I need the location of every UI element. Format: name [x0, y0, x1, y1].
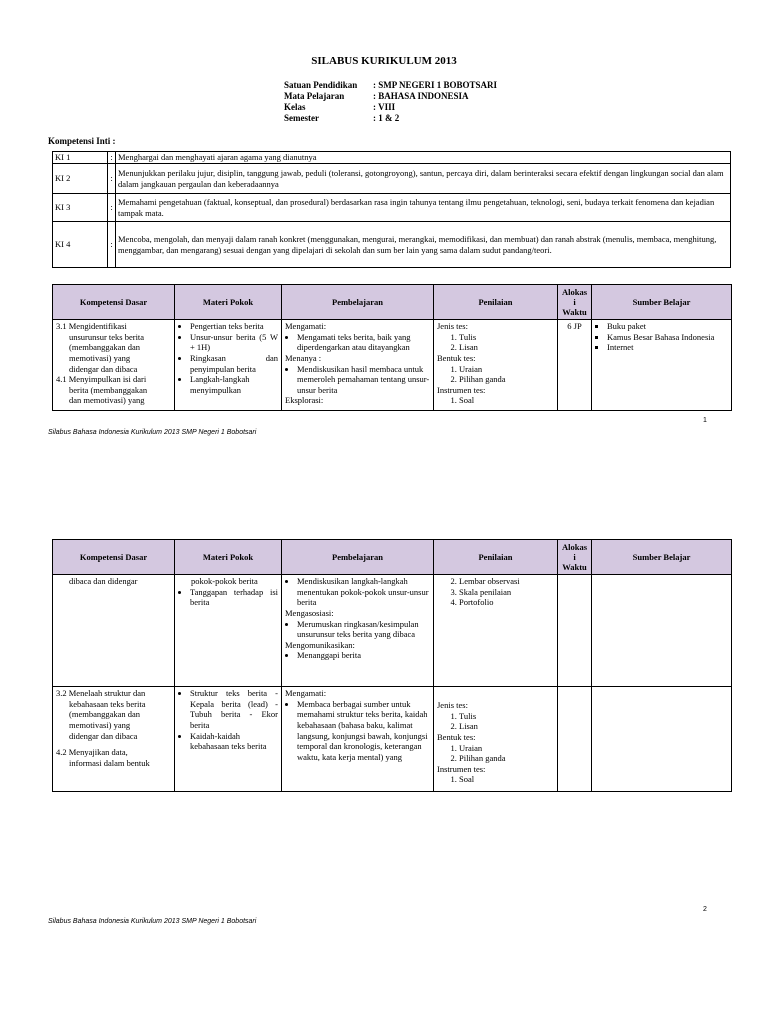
ki-row [53, 222, 731, 268]
meta-value: : BAHASA INDONESIA [373, 91, 469, 101]
kd-line: 4.1 Menyimpulkan isi dari [56, 374, 147, 385]
kd-line: 3.1 Mengidentifikasi [56, 321, 127, 331]
alokasi-cell [558, 687, 592, 792]
sumber-cell [592, 575, 732, 687]
kd-line: 4.2 Menyajikan data, [56, 747, 128, 758]
pembelajaran-cell [282, 575, 434, 687]
table-row [53, 575, 732, 687]
meta-label: Satuan Pendidikan [284, 80, 358, 90]
meta-label: Semester [284, 113, 319, 123]
pembelajaran-cell [282, 320, 434, 411]
ki-table [52, 151, 731, 268]
list-item: 2. Lisan [459, 342, 554, 353]
list-item: 2. Pilihan ganda [459, 753, 554, 764]
alokasi-value: 6 JP [567, 321, 582, 331]
ki-code: KI 1 [53, 152, 108, 164]
list-item: • Tanggapan terhadap isi berita [190, 587, 278, 608]
header-materi-pokok: Materi Pokok [175, 285, 282, 320]
ki-colon: : [108, 152, 116, 164]
sumber-cell [592, 687, 732, 792]
penilaian-cell [434, 687, 558, 792]
list-item: 4. Portofolio [459, 597, 554, 608]
page-footer: Silabus Bahasa Indonesia Kurikulum 2013 SMP Negeri 1 Bobotsari [48, 918, 257, 925]
meta-label: Kelas [284, 102, 306, 112]
sumber-cell [592, 320, 732, 411]
list-item: • Kaidah-kaidah kebahasaan teks berita [190, 731, 278, 752]
table-header-row [53, 285, 732, 320]
ki-text: Memahami pengetahuan (faktual, konseptual, dan prosedural) berdasarkan rasa ingin tahunya tentang ilmu pengetahuan, teknologi, seni, budaya terkait fenomena dan kejadian tampak mata. [116, 194, 731, 222]
school-meta [284, 80, 497, 124]
ki-row [53, 194, 731, 222]
ki-row [53, 164, 731, 194]
header-penilaian: Penilaian [434, 285, 558, 320]
section-heading: Jenis tes: [437, 700, 468, 710]
kd-cell [53, 687, 175, 792]
section-heading: Eksplorasi: [285, 395, 324, 406]
list-item: • Struktur teks berita - Kepala berita (lead) - Tubuh berita - Ekor berita [190, 688, 278, 731]
meta-row [284, 80, 497, 91]
kd-cell [53, 575, 175, 687]
ki-code: KI 2 [53, 164, 108, 194]
materi-cell [175, 575, 282, 687]
section-heading: Mengomunikasikan: [285, 639, 355, 650]
kd-line: informasi dalam bentuk [69, 757, 150, 768]
header-alokasi-waktu: Alokas i Waktu [558, 285, 592, 320]
document-title: SILABUS KURIKULUM 2013 [311, 55, 457, 67]
penilaian-cell [434, 575, 558, 687]
section-heading: Instrumen tes: [437, 763, 486, 774]
materi-cell [175, 687, 282, 792]
meta-value: : VIII [373, 102, 396, 112]
section-heading: Bentuk tes: [437, 352, 476, 363]
list-item: ▪ Buku paket [607, 321, 728, 332]
ki-row [53, 152, 731, 164]
header-penilaian: Penilaian [434, 540, 558, 575]
list-item: 1. Tulis [459, 711, 554, 722]
header-pembelajaran: Pembelajaran [282, 540, 434, 575]
list-item: 3. Skala penilaian [459, 587, 554, 598]
kd-line: kebahasaan teks berita [69, 698, 146, 709]
ki-colon: : [108, 164, 116, 194]
kd-line: unsurunsur teks berita [69, 331, 145, 342]
syllabus-table-page1 [52, 284, 732, 411]
pembelajaran-cell [282, 687, 434, 792]
kd-line: berita (membanggakan [69, 384, 148, 395]
page-footer: Silabus Bahasa Indonesia Kurikulum 2013 SMP Negeri 1 Bobotsari [48, 429, 257, 436]
meta-row [284, 113, 497, 124]
header-sumber-belajar: Sumber Belajar [592, 540, 732, 575]
section-heading: Mengasosiasi: [285, 607, 334, 618]
list-item: • Membaca berbagai sumber untuk memahami struktur teks berita, kaidah kebahasaan (bahasa baku, kalimat langsung, konjungsi bawah, konjungsi temporal dan kronologis, keterangan waktu, kata kerja mental) yang [297, 699, 430, 763]
list-item: • Merumuskan ringkasan/kesimpulan unsurunsur teks berita yang dibaca [297, 619, 430, 640]
meta-row [284, 91, 497, 102]
ki-code: KI 3 [53, 194, 108, 222]
list-item: 1. Soal [459, 395, 554, 406]
section-heading: Instrumen tes: [437, 384, 486, 395]
kd-line: memotivasi) yang [69, 352, 131, 363]
kd-cell [53, 320, 175, 411]
list-item: • Ringkasan dan penyimpulan berita [190, 353, 278, 374]
list-item: • Mendiskusikan hasil membaca untuk memeroleh pemahaman tentang unsur-unsur berita [297, 364, 430, 396]
list-item: ▪ Internet [607, 342, 728, 353]
kd-line: dibaca dan didengar [69, 576, 138, 586]
table-row [53, 687, 732, 792]
ki-code: KI 4 [53, 222, 108, 268]
list-item: 1. Uraian [459, 364, 554, 375]
page-number: 2 [703, 906, 707, 913]
table-header-row [53, 540, 732, 575]
ki-text: Mencoba, mengolah, dan menyaji dalam ranah konkret (menggunakan, mengurai, merangkai, memodifikasi, dan membuat) dan ranah abstrak (menulis, membaca, menghitung, menggambar, dan mengarang) sesuai dengan yang dipelajari di sekolah dan sum ber lain yang sama dalam sudut pandang/teori. [116, 222, 731, 268]
ki-colon: : [108, 194, 116, 222]
header-sumber-belajar: Sumber Belajar [592, 285, 732, 320]
list-item: 1. Tulis [459, 332, 554, 343]
header-alokasi-waktu: Alokas i Waktu [558, 540, 592, 575]
list-item: • Langkah-langkah menyimpulkan [190, 374, 278, 395]
list-item: 2. Lembar observasi [459, 576, 554, 587]
list-item: 1. Uraian [459, 743, 554, 754]
penilaian-cell [434, 320, 558, 411]
section-heading: Jenis tes: [437, 321, 468, 331]
table-row [53, 320, 732, 411]
list-item: 1. Soal [459, 774, 554, 785]
alokasi-cell [558, 320, 592, 411]
header-pembelajaran: Pembelajaran [282, 285, 434, 320]
list-item: • Unsur-unsur berita (5 W + 1H) [190, 332, 278, 353]
kd-line: didengar dan dibaca [69, 730, 138, 741]
list-item: • Pengertian teks berita [190, 321, 278, 332]
kd-line: dan memotivasi) yang [69, 395, 145, 406]
section-heading: Menanya : [285, 352, 322, 363]
meta-row [284, 102, 497, 113]
list-item: 2. Lisan [459, 721, 554, 732]
header-kompetensi-dasar: Kompetensi Dasar [53, 540, 175, 575]
ki-colon: : [108, 222, 116, 268]
list-item: • Menanggapi berita [297, 650, 430, 661]
kd-line: didengar dan dibaca [69, 363, 138, 374]
page-number: 1 [703, 417, 707, 424]
header-kompetensi-dasar: Kompetensi Dasar [53, 285, 175, 320]
list-item: ▪ Kamus Besar Bahasa Indonesia [607, 332, 728, 343]
kd-line: (membanggakan dan [69, 342, 141, 353]
kd-line: 3.2 Menelaah struktur dan [56, 688, 146, 698]
ki-text: Menunjukkan perilaku jujur, disiplin, tanggung jawab, peduli (toleransi, gotongroyong), santun, percaya diri, dalam berinteraksi secara efektif dengan lingkungan social dan alam dalam jangkauan pergaulan dan keberadaannya [116, 164, 731, 194]
kd-line: memotivasi) yang [69, 719, 131, 730]
materi-cell [175, 320, 282, 411]
ki-heading: Kompetensi Inti : [48, 136, 116, 146]
section-heading: Mengamati: [285, 688, 327, 698]
meta-value: : 1 & 2 [373, 113, 400, 123]
alokasi-cell [558, 575, 592, 687]
meta-value: : SMP NEGERI 1 BOBOTSARI [373, 80, 498, 90]
syllabus-table-page2 [52, 539, 732, 792]
list-item: 2. Pilihan ganda [459, 374, 554, 385]
meta-label: Mata Pelajaran [284, 91, 345, 101]
section-heading: Bentuk tes: [437, 731, 476, 742]
list-item: • Mengamati teks berita, baik yang diperdengarkan atau ditayangkan [297, 332, 430, 353]
kd-line: (membanggakan dan [69, 709, 141, 720]
ki-text: Menghargai dan menghayati ajaran agama yang dianutnya [116, 152, 731, 164]
section-heading: Mengamati: [285, 321, 327, 331]
header-materi-pokok: Materi Pokok [175, 540, 282, 575]
list-item: • Mendiskusikan langkah-langkah menentukan pokok-pokok unsur-unsur berita [297, 576, 430, 608]
materi-line: pokok-pokok berita [191, 576, 258, 586]
